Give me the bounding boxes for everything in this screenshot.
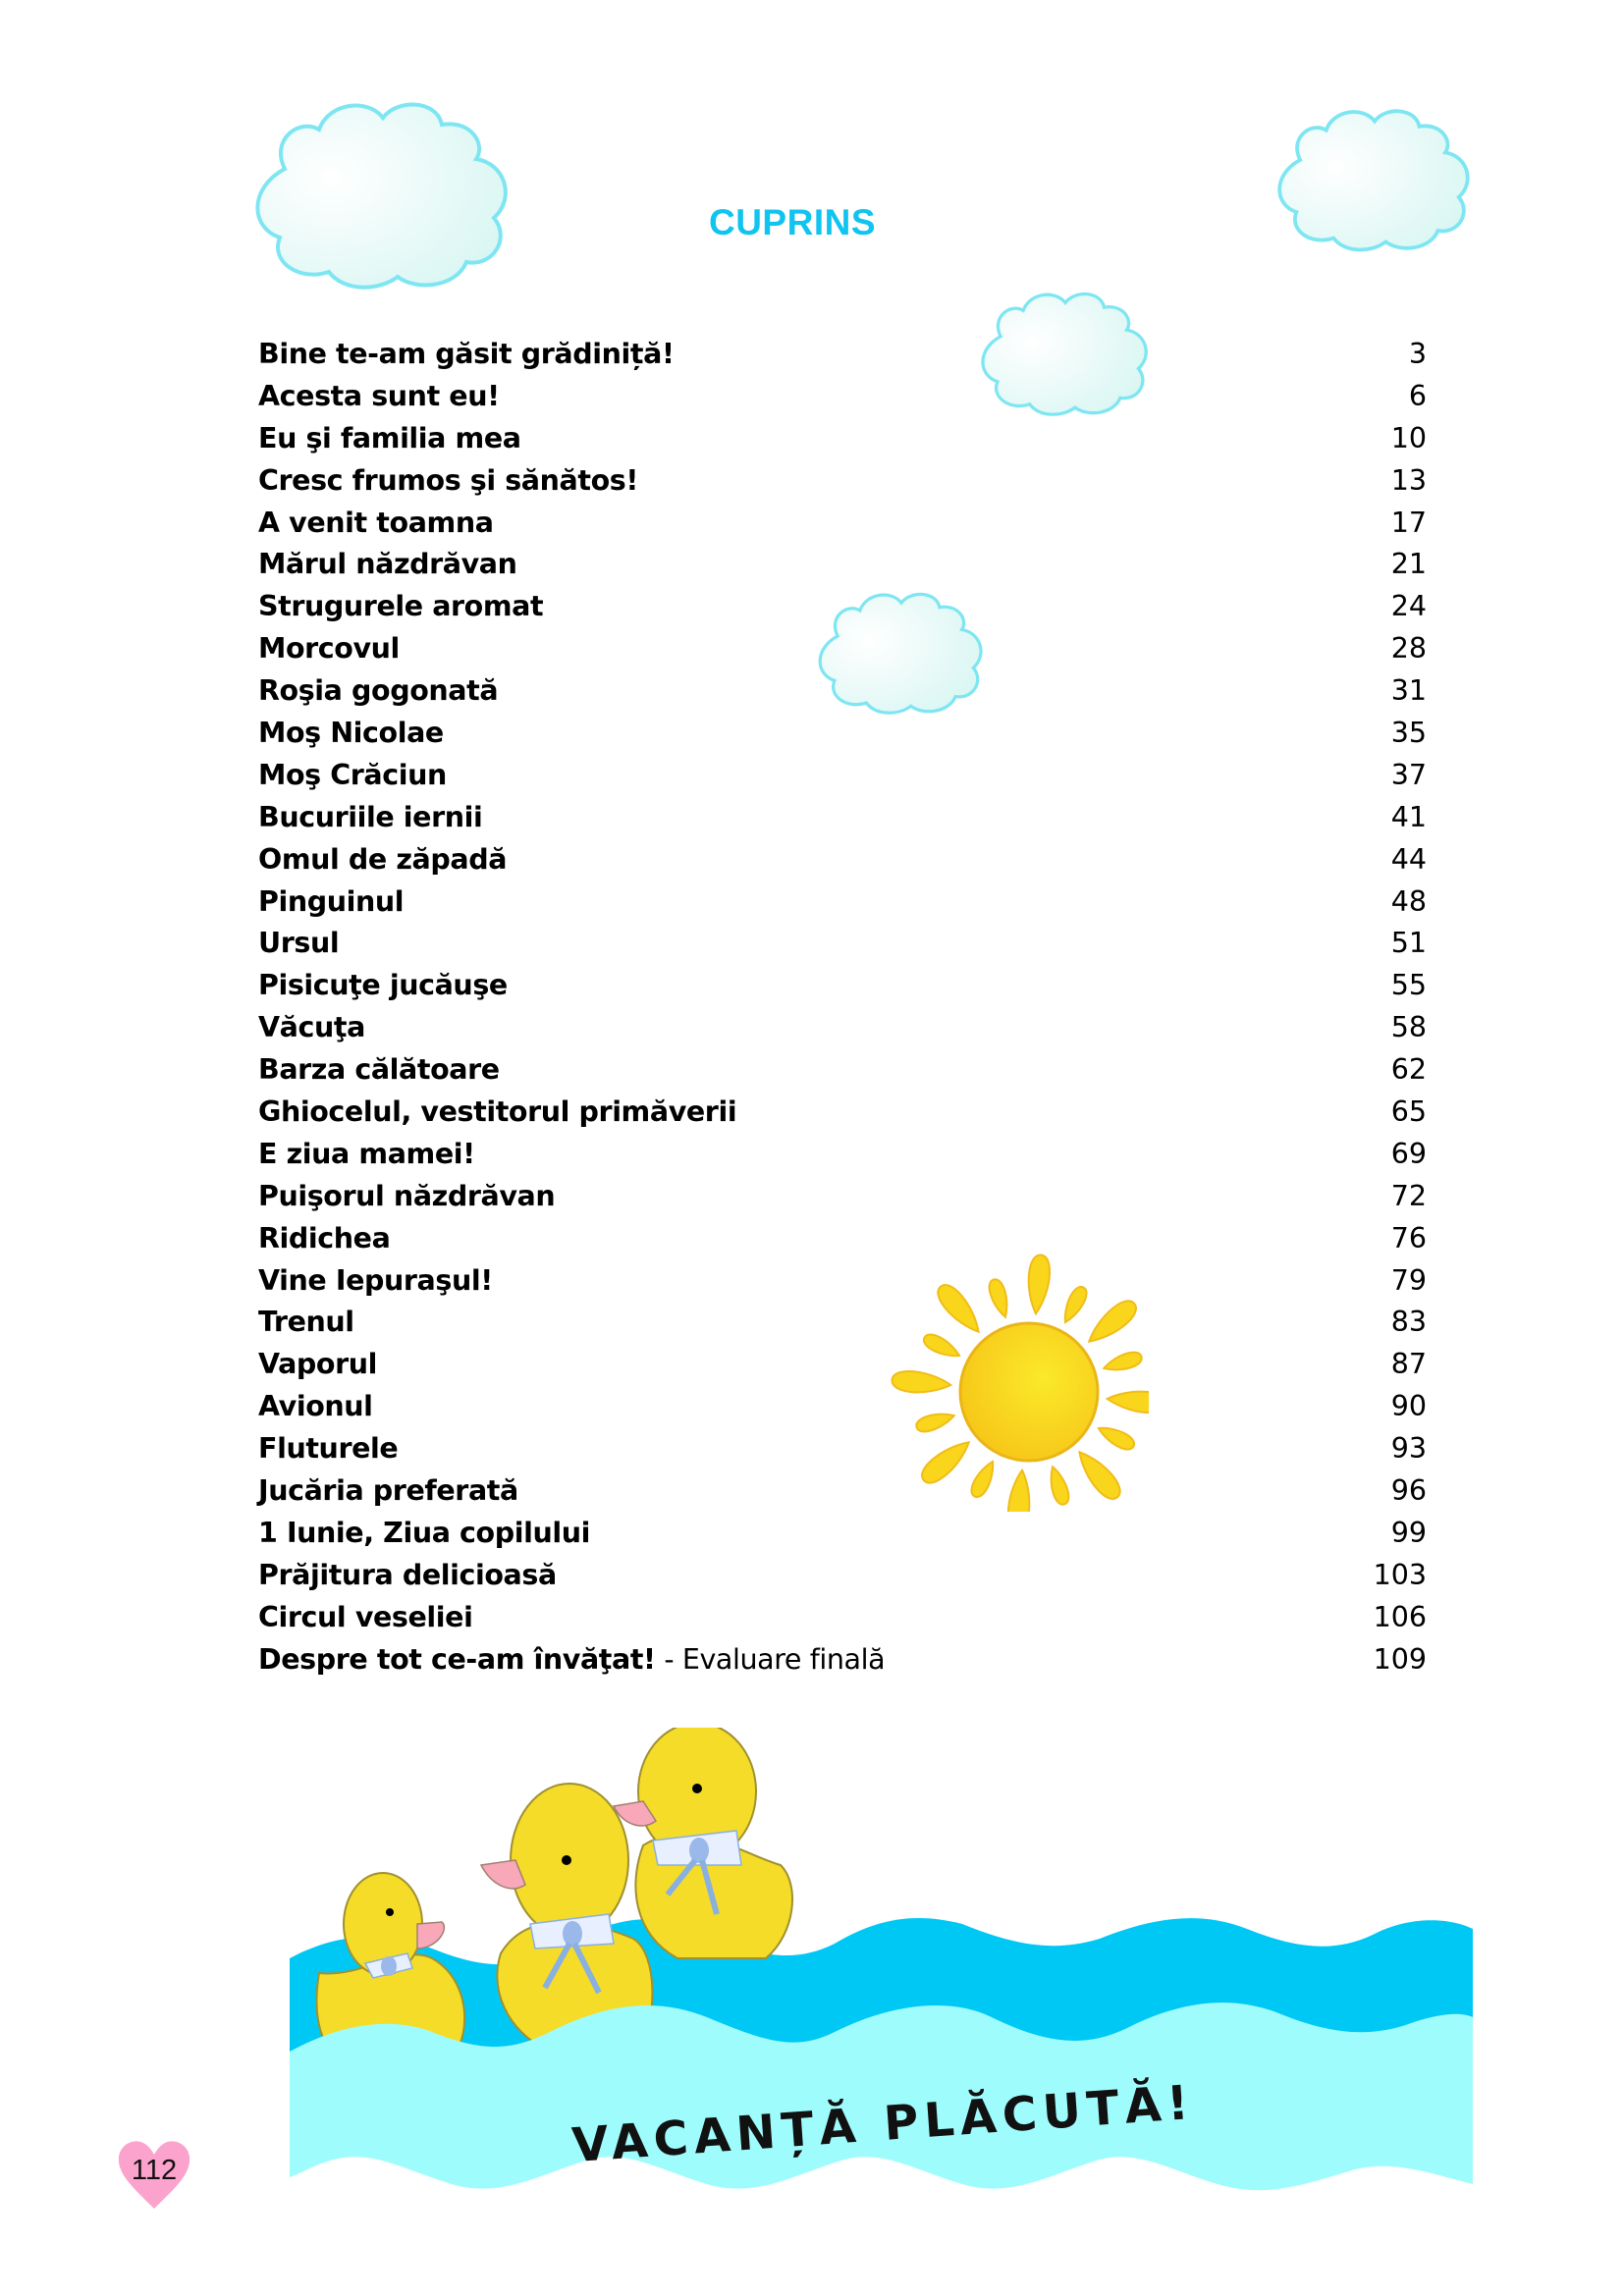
toc-entry-title-text: Roşia gogonată xyxy=(258,674,499,708)
sun-ray xyxy=(1083,1296,1141,1350)
toc-entry-title-text: Omul de zăpadă xyxy=(258,842,508,876)
toc-entry-title xyxy=(258,1470,518,1513)
toc-entry-page: 17 xyxy=(1390,506,1427,539)
toc-entry[interactable] xyxy=(258,503,1427,545)
toc-entry-page: 58 xyxy=(1390,1011,1427,1044)
toc-entry-title-text: Vaporul xyxy=(258,1348,378,1381)
toc-entry-title-text: Vine Iepuraşul! xyxy=(258,1263,493,1297)
toc-entry-page: 48 xyxy=(1390,884,1427,918)
toc-entry-title xyxy=(258,1092,736,1134)
toc-entry[interactable] xyxy=(258,1176,1427,1218)
toc-entry-title-text: 1 Iunie, Ziua copilului xyxy=(258,1516,590,1549)
toc-entry-title-text: Pisicuţe jucăuşe xyxy=(258,969,508,1002)
sun-ray xyxy=(1102,1350,1144,1375)
toc-entry-page: 96 xyxy=(1390,1474,1427,1508)
toc-entry-title-text: Ridichea xyxy=(258,1221,391,1255)
toc-entry[interactable] xyxy=(258,1386,1427,1428)
toc-entry-title xyxy=(258,1007,365,1049)
toc-entry-page: 21 xyxy=(1390,548,1427,581)
toc-entry[interactable] xyxy=(258,797,1427,839)
toc-entry[interactable] xyxy=(258,839,1427,881)
toc-entry-title-text: Puişorul năzdrăvan xyxy=(258,1179,556,1212)
toc-entry-title-text: Ghiocelul, vestitorul primăverii xyxy=(258,1095,737,1129)
toc-entry[interactable] xyxy=(258,713,1427,755)
toc-entry[interactable] xyxy=(258,1597,1427,1639)
toc-entry[interactable] xyxy=(258,1470,1427,1513)
toc-entry[interactable] xyxy=(258,1639,1427,1682)
toc-entry-title xyxy=(258,1302,354,1344)
sun-ray xyxy=(933,1280,987,1338)
toc-entry-page: 93 xyxy=(1390,1432,1427,1466)
toc-entry-title-text: E ziua mamei! xyxy=(258,1137,475,1170)
toc-entry-page: 3 xyxy=(1408,338,1427,370)
toc-entry-title-text: A venit toamna xyxy=(258,506,494,539)
toc-entry-title xyxy=(258,1176,555,1218)
toc-entry-title-text: Moş Nicolae xyxy=(258,717,444,750)
toc-entry[interactable] xyxy=(258,1513,1427,1555)
toc-entry-title xyxy=(258,755,447,797)
toc-entry-page: 13 xyxy=(1390,463,1427,497)
toc-entry-title-text: Cresc frumos şi sănătos! xyxy=(258,463,638,497)
sun-ray xyxy=(968,1458,1000,1499)
toc-entry-title-text: Bucuriile iernii xyxy=(258,800,483,833)
toc-entry-title-text: Eu şi familia mea xyxy=(258,421,521,454)
toc-entry-title-text: Fluturele xyxy=(258,1432,399,1466)
table-of-contents xyxy=(258,334,1427,1682)
toc-entry[interactable] xyxy=(258,460,1427,503)
toc-entry-title xyxy=(258,628,400,670)
toc-entry[interactable] xyxy=(258,628,1427,670)
toc-entry[interactable] xyxy=(258,1344,1427,1386)
toc-entry-page: 83 xyxy=(1390,1306,1427,1339)
toc-entry-page: 28 xyxy=(1390,632,1427,666)
toc-entry-title xyxy=(258,965,508,1007)
toc-entry-title-text: Ursul xyxy=(258,927,340,960)
toc-entry-title-text: Acesta sunt eu! xyxy=(258,379,500,412)
toc-entry-page: 6 xyxy=(1408,379,1427,412)
toc-entry-title xyxy=(258,418,521,460)
toc-entry[interactable] xyxy=(258,334,1427,376)
toc-entry[interactable] xyxy=(258,1007,1427,1049)
toc-entry-page: 109 xyxy=(1373,1642,1427,1676)
toc-entry-title-text: Jucăria preferată xyxy=(258,1474,518,1508)
toc-entry[interactable] xyxy=(258,1260,1427,1303)
sun-ray xyxy=(1071,1446,1125,1504)
toc-entry-title-text: Mărul năzdrăvan xyxy=(258,548,517,581)
toc-entry-title xyxy=(258,544,517,586)
sun-ray xyxy=(1006,1469,1032,1512)
toc-entry[interactable] xyxy=(258,1092,1427,1134)
toc-entry-title-text: Strugurele aromat xyxy=(258,590,544,623)
toc-entry-title xyxy=(258,1513,590,1555)
toc-entry-page: 35 xyxy=(1390,717,1427,750)
toc-entry-page: 10 xyxy=(1390,421,1427,454)
toc-entry-page: 99 xyxy=(1390,1516,1427,1549)
toc-entry-title xyxy=(258,334,675,376)
toc-entry-page: 106 xyxy=(1373,1600,1427,1633)
toc-entry-page: 79 xyxy=(1390,1263,1427,1297)
toc-entry[interactable] xyxy=(258,376,1427,418)
toc-entry-page: 37 xyxy=(1390,758,1427,791)
toc-entry-title xyxy=(258,503,494,545)
toc-entry-subtitle: - Evaluare finală xyxy=(655,1642,886,1676)
toc-entry-title xyxy=(258,1260,493,1303)
toc-entry-title xyxy=(258,881,404,924)
toc-entry[interactable] xyxy=(258,1218,1427,1260)
toc-entry-title xyxy=(258,1428,398,1470)
toc-entry-page: 51 xyxy=(1390,927,1427,960)
toc-entry-title xyxy=(258,839,507,881)
toc-entry[interactable] xyxy=(258,1134,1427,1176)
sun-ray xyxy=(1107,1389,1149,1415)
sun-ray xyxy=(987,1277,1012,1319)
toc-entry-title-text: Pinguinul xyxy=(258,884,405,918)
toc-entry[interactable] xyxy=(258,881,1427,924)
toc-entry-title-text: Morcovul xyxy=(258,632,400,666)
toc-entry[interactable] xyxy=(258,1555,1427,1597)
toc-entry[interactable] xyxy=(258,965,1427,1007)
toc-entry[interactable] xyxy=(258,670,1427,713)
toc-entry-page: 87 xyxy=(1390,1348,1427,1381)
toc-entry-title xyxy=(258,1597,472,1639)
toc-entry-title-text: Trenul xyxy=(258,1306,354,1339)
toc-entry-title xyxy=(258,923,339,965)
toc-entry-title xyxy=(258,1555,557,1597)
toc-entry-title-text: Bine te-am găsit grădiniță! xyxy=(258,338,675,370)
page-title: CUPRINS xyxy=(708,202,877,242)
toc-entry[interactable] xyxy=(258,586,1427,628)
toc-entry-title xyxy=(258,1386,373,1428)
toc-entry-title-text: Despre tot ce-am învăţat! xyxy=(258,1642,656,1676)
toc-entry[interactable] xyxy=(258,755,1427,797)
toc-entry-title xyxy=(258,1134,475,1176)
sun-ray xyxy=(1026,1255,1052,1315)
toc-entry[interactable] xyxy=(258,923,1427,965)
toc-entry[interactable] xyxy=(258,1049,1427,1092)
sun-ray xyxy=(917,1434,975,1488)
toc-entry-page: 90 xyxy=(1390,1390,1427,1423)
toc-entry-title xyxy=(258,1049,500,1092)
toc-entry[interactable] xyxy=(258,418,1427,460)
toc-entry[interactable] xyxy=(258,544,1427,586)
sun-illustration xyxy=(884,1247,1149,1512)
page-number: 112 xyxy=(131,2155,178,2186)
toc-entry-page: 24 xyxy=(1390,590,1427,623)
toc-entry-title xyxy=(258,1218,390,1260)
toc-entry-title xyxy=(258,586,543,628)
sun-ray xyxy=(921,1331,962,1362)
sun-ray xyxy=(1058,1284,1090,1325)
toc-entry-title xyxy=(258,1639,885,1682)
toc-entry[interactable] xyxy=(258,1302,1427,1344)
toc-entry-title xyxy=(258,713,444,755)
sun-ray xyxy=(914,1409,956,1434)
toc-entry-title-text: Barza călătoare xyxy=(258,1053,500,1087)
toc-entry-title-text: Văcuţa xyxy=(258,1011,365,1044)
toc-entry-page: 72 xyxy=(1390,1179,1427,1212)
toc-entry-page: 44 xyxy=(1390,842,1427,876)
toc-entry-title-text: Prăjitura delicioasă xyxy=(258,1558,557,1591)
sun-ray xyxy=(892,1369,952,1395)
banner-text: VACANȚĂ PLĂCUTĂ! xyxy=(569,2074,1197,2174)
toc-entry-page: 62 xyxy=(1390,1053,1427,1087)
toc-entry-page: 41 xyxy=(1390,800,1427,833)
toc-entry-page: 76 xyxy=(1390,1221,1427,1255)
toc-entry-title xyxy=(258,376,500,418)
toc-entry-page: 69 xyxy=(1390,1137,1427,1170)
toc-entry-title-text: Moş Crăciun xyxy=(258,758,447,791)
cloud-decoration-top-left xyxy=(241,90,525,292)
ducks-waves-illustration xyxy=(285,1728,1478,2199)
toc-entry-title-text: Avionul xyxy=(258,1390,373,1423)
toc-entry[interactable] xyxy=(258,1428,1427,1470)
toc-entry-title xyxy=(258,1344,377,1386)
toc-entry-title xyxy=(258,797,482,839)
toc-entry-title-text: Circul veseliei xyxy=(258,1600,473,1633)
sun-ray xyxy=(1095,1421,1136,1453)
toc-entry-page: 103 xyxy=(1373,1558,1427,1591)
toc-entry-page: 31 xyxy=(1390,674,1427,708)
toc-entry-title xyxy=(258,670,498,713)
sun-ray xyxy=(1046,1465,1071,1507)
toc-entry-title xyxy=(258,460,638,503)
toc-entry-page: 65 xyxy=(1390,1095,1427,1129)
toc-entry-page: 55 xyxy=(1390,969,1427,1002)
